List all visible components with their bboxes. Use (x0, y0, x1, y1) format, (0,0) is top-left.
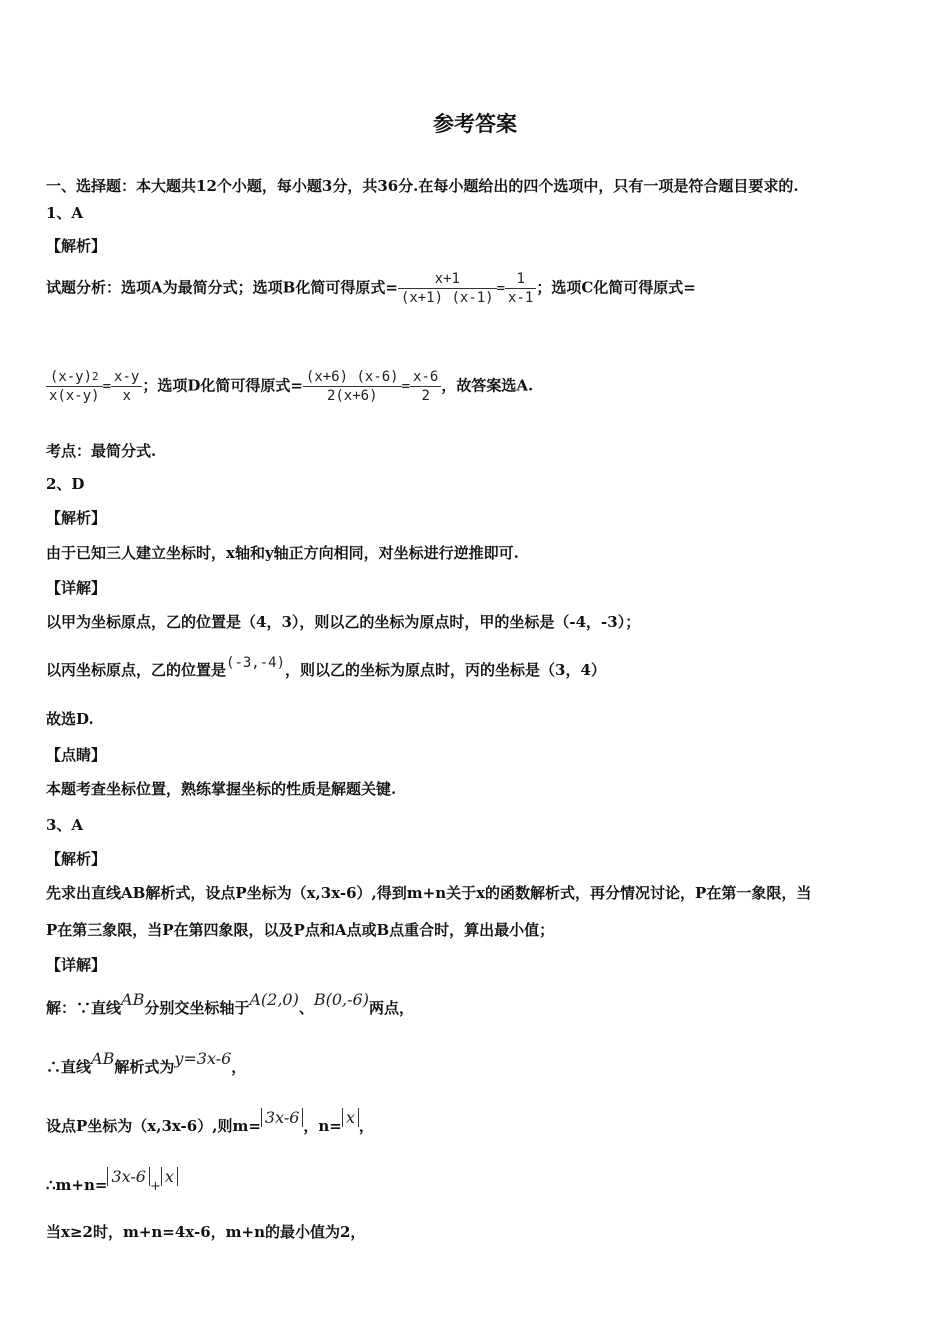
fraction-c1-exponent: 2 (92, 370, 99, 383)
q2-detail-line2-end: ，则以乙的坐标为原点时，丙的坐标是（3，4） (285, 661, 606, 679)
fraction-d1-denominator: 2(x+6) (326, 388, 378, 404)
q3-line-ab: AB (91, 1049, 115, 1068)
fraction-b1 (398, 270, 497, 307)
q3-answer-label: 3、A (46, 816, 84, 834)
q1-jiexi-heading: 【解析】 (46, 237, 107, 255)
q3-m-absolute: 3x-6 (261, 1108, 304, 1127)
q3-step2-text: 解析式为 (114, 1058, 175, 1076)
fraction-c1-numerator (46, 368, 103, 387)
fraction-c2 (111, 368, 142, 405)
equals-sign: = (496, 280, 506, 297)
q2-comment: 本题考查坐标位置，熟练掌握坐标的性质是解题关键. (46, 780, 397, 798)
q1-analysis-line2 (46, 368, 533, 405)
q3-step3-text: ，n= (303, 1117, 342, 1135)
q2-jiexi-heading: 【解析】 (46, 509, 107, 527)
fraction-c2-numerator: x-y (111, 368, 142, 387)
q1-conclusion: ，故答案选A. (441, 376, 534, 395)
q3-analysis-line1: 先求出直线AB解析式，设点P坐标为（x,3x-6）,得到m+n关于x的函数解析式，再分情况讨论，P在第一象限，当 (46, 884, 812, 902)
fraction-b2-denominator: x-1 (508, 290, 534, 306)
q2-answer-label: 2、D (46, 475, 85, 493)
q3-step5: 当x≥2时，m+n=4x-6，m+n的最小值为2， (46, 1223, 366, 1241)
q1-analysis-line1 (46, 270, 696, 307)
fraction-b1-numerator: x+1 (398, 270, 497, 289)
fraction-c1-base: (x-y) (49, 369, 93, 385)
q2-detail-line2 (46, 655, 606, 681)
fraction-c1-denominator: x(x-y) (49, 388, 100, 404)
q2-analysis: 由于已知三人建立坐标时，x轴和y轴正方向相同，对坐标进行逆推即可. (46, 544, 519, 562)
fraction-c1 (46, 368, 103, 405)
fraction-d1-numerator: (x+6) (x-6) (303, 368, 402, 387)
fraction-b1-denominator: (x+1) (x-1) (400, 290, 494, 306)
q3-step1-text: 分别交坐标轴于 (144, 999, 250, 1017)
q3-step1 (46, 990, 414, 1018)
q3-step1-separator: 、 (298, 999, 314, 1017)
q3-jiexi-heading: 【解析】 (46, 850, 107, 868)
q3-step3-text: 设点P坐标为（x,3x-6）,则m= (46, 1117, 261, 1135)
fraction-c2-denominator: x (122, 388, 131, 404)
q3-n-absolute: x (342, 1108, 359, 1127)
q2-dianjing-heading: 【点睛】 (46, 746, 107, 764)
fraction-d2 (410, 368, 441, 405)
equals-sign: = (102, 378, 112, 395)
section-heading: 一、选择题：本大题共12个小题，每小题3分，共36分.在每小题给出的四个选项中，只有一项是符合题目要求的. (46, 177, 799, 195)
q3-step4-text: ∴m+n= (46, 1176, 108, 1194)
q3-point-b: B(0,-6) (313, 990, 369, 1009)
fraction-d2-numerator: x-6 (410, 368, 441, 387)
q1-kaodian: 考点：最简分式. (46, 442, 157, 460)
q3-step1-text: 解：∵直线 (46, 999, 122, 1017)
q3-step1-text: 两点， (368, 999, 414, 1017)
fraction-b2-numerator: 1 (505, 270, 536, 289)
fraction-d1 (303, 368, 402, 405)
q1-text-option-c: ；选项C化简可得原式= (536, 278, 696, 297)
q2-detail-line2-start: 以丙坐标原点，乙的位置是 (46, 661, 227, 679)
q2-xiangjie-heading: 【详解】 (46, 579, 107, 597)
q1-text-option-b: 试题分析：选项A为最简分式；选项B化简可得原式= (46, 278, 398, 297)
q2-coordinate-math: (-3,-4) (226, 655, 286, 671)
equals-sign: = (401, 378, 411, 395)
fraction-b2 (505, 270, 536, 307)
plus-sign: + (149, 1179, 161, 1194)
q3-line-ab: AB (121, 990, 145, 1009)
q3-analysis-line2: P在第三象限，当P在第四象限，以及P点和A点或B点重合时，算出最小值； (46, 921, 555, 939)
q3-step3 (46, 1108, 374, 1136)
q3-step2-text: ， (231, 1058, 247, 1076)
q1-text-option-d: ；选项D化简可得原式= (142, 376, 303, 395)
q3-sum-abs1: 3x-6 (107, 1167, 150, 1186)
q3-step2-text: ∴直线 (46, 1058, 92, 1076)
q3-step2 (46, 1049, 247, 1077)
q3-sum-abs2: x (161, 1167, 178, 1186)
q3-line-equation: y=3x-6 (174, 1049, 232, 1068)
q2-final-answer: 故选D. (46, 710, 94, 728)
fraction-d2-denominator: 2 (421, 388, 430, 404)
q3-step3-text: ， (358, 1117, 374, 1135)
q2-detail-line1: 以甲为坐标原点，乙的位置是（4，3），则以乙的坐标为原点时，甲的坐标是（-4，-3）； (46, 613, 641, 631)
q3-xiangjie-heading: 【详解】 (46, 956, 107, 974)
q1-answer-label: 1、A (46, 204, 84, 222)
q3-point-a: A(2,0) (249, 990, 299, 1009)
q3-step4 (46, 1167, 178, 1197)
page-title: 参考答案 (433, 111, 517, 136)
